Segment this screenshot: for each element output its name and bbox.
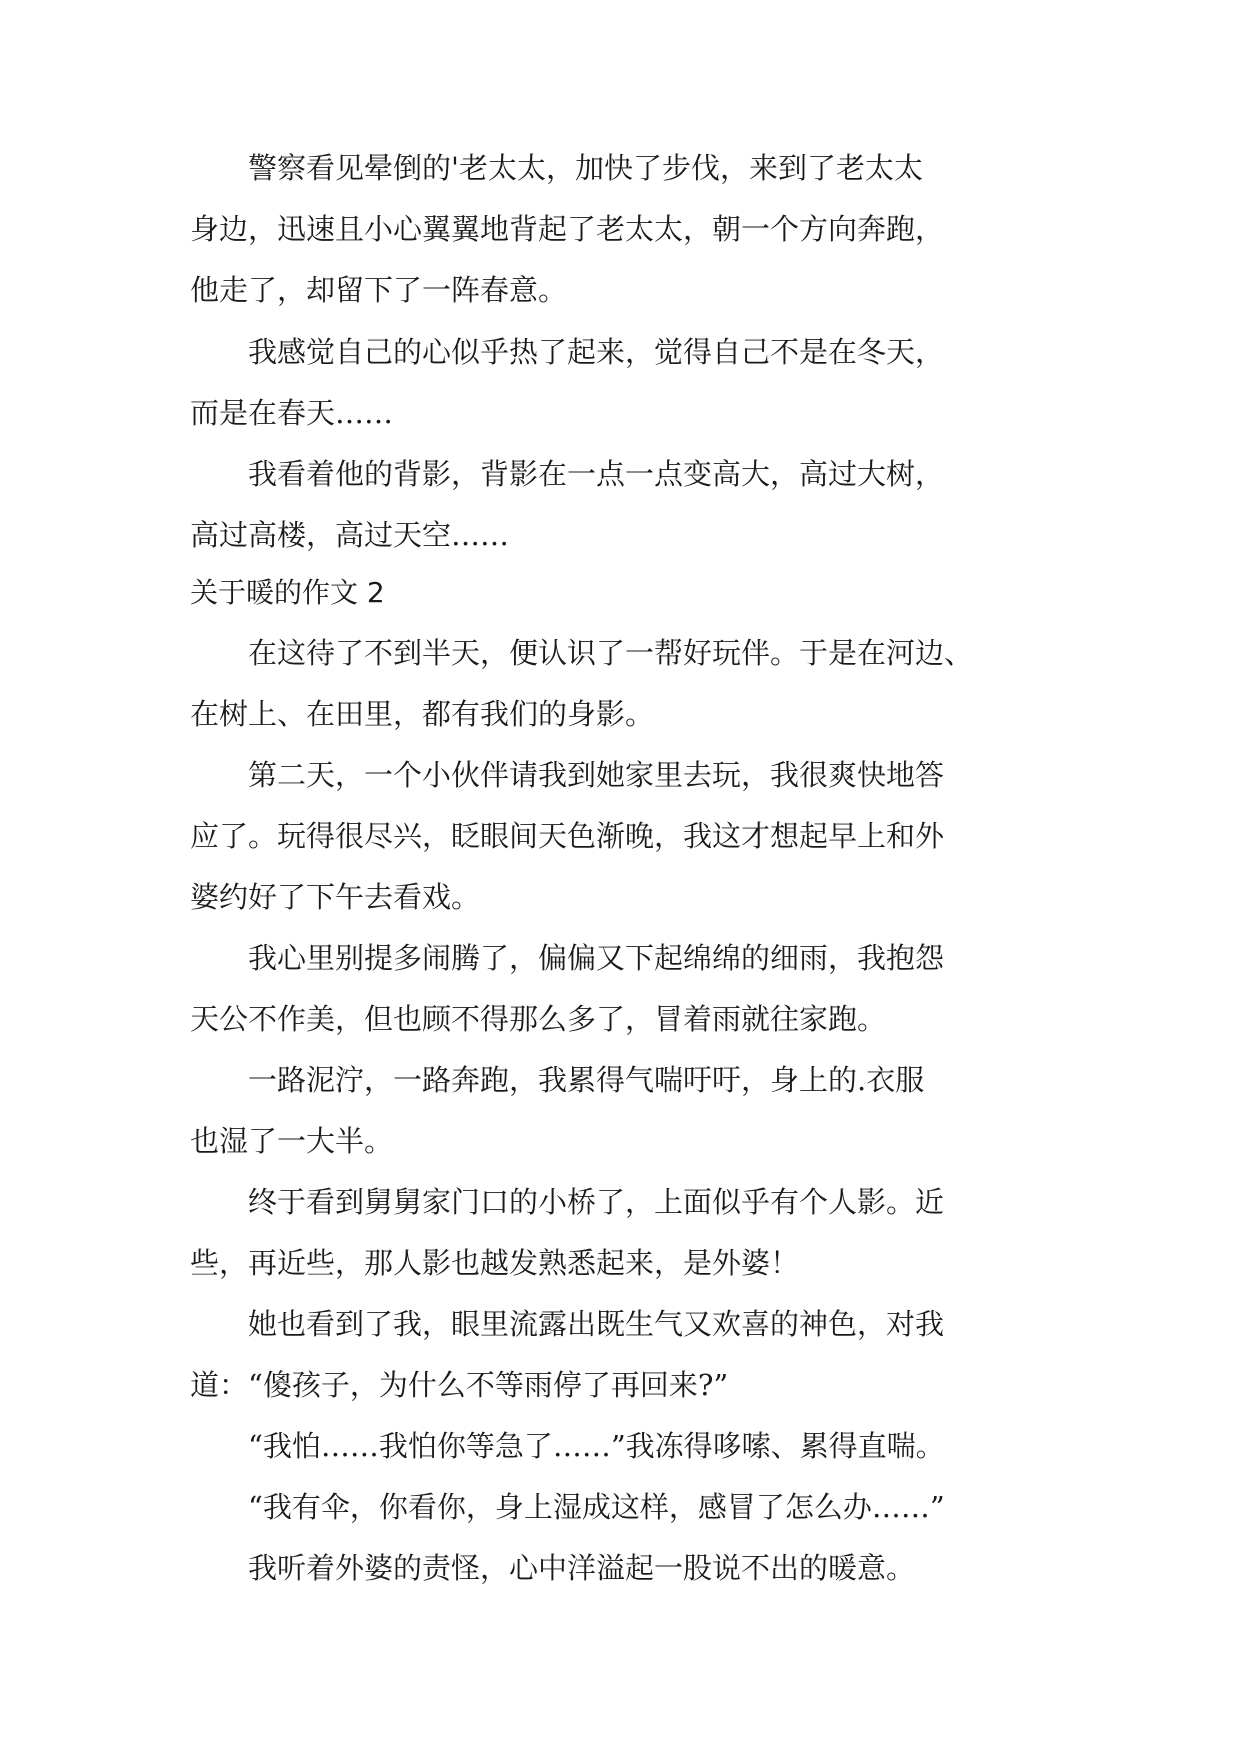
heading-text: 关于暖的作文 2 bbox=[190, 576, 385, 609]
text-line: 天公不作美，但也顾不得那么多了，冒着雨就往家跑。 bbox=[190, 1002, 887, 1036]
text-line: 在树上、在田里，都有我们的身影。 bbox=[190, 697, 655, 731]
text-line: 道：“傻孩子，为什么不等雨停了再回来?” bbox=[190, 1368, 729, 1402]
text-line: 也湿了一大半。 bbox=[190, 1124, 394, 1158]
text-line: 在这待了不到半天，便认识了一帮好玩伴。于是在河边、 bbox=[190, 636, 974, 670]
text-line: 我看着他的背影，背影在一点一点变高大，高过大树， bbox=[190, 457, 945, 491]
text-line: 婆约好了下午去看戏。 bbox=[190, 880, 481, 914]
text-line: 而是在春天…… bbox=[190, 396, 394, 430]
text-line: “我有伞，你看你，身上湿成这样，感冒了怎么办……” bbox=[190, 1490, 945, 1524]
text-line: 警察看见晕倒的'老太太，加快了步伐，来到了老太太 bbox=[190, 151, 923, 185]
text-line: 她也看到了我，眼里流露出既生气又欢喜的神色，对我 bbox=[190, 1307, 945, 1341]
text-line: 第二天，一个小伙伴请我到她家里去玩，我很爽快地答 bbox=[190, 758, 945, 792]
text-line: 些，再近些，那人影也越发熟悉起来，是外婆！ bbox=[190, 1246, 800, 1280]
text-line: 我听着外婆的责怪，心中洋溢起一股说不出的暖意。 bbox=[190, 1551, 916, 1585]
text-line: “我怕……我怕你等急了……”我冻得哆嗦、累得直喘。 bbox=[190, 1429, 945, 1463]
text-line: 身边，迅速且小心翼翼地背起了老太太，朝一个方向奔跑， bbox=[190, 212, 945, 246]
text-line: 一路泥泞，一路奔跑，我累得气喘吁吁，身上的.衣服 bbox=[190, 1063, 925, 1097]
text-line: 高过高楼，高过天空…… bbox=[190, 518, 510, 552]
text-line: 他走了，却留下了一阵春意。 bbox=[190, 273, 568, 307]
text-line: 我感觉自己的心似乎热了起来，觉得自己不是在冬天， bbox=[190, 335, 945, 369]
text-line: 终于看到舅舅家门口的小桥了，上面似乎有个人影。近 bbox=[190, 1185, 945, 1219]
text-line: 应了。玩得很尽兴，眨眼间天色渐晚，我这才想起早上和外 bbox=[190, 819, 945, 853]
text-line: 我心里别提多闹腾了，偏偏又下起绵绵的细雨，我抱怨 bbox=[190, 941, 945, 975]
